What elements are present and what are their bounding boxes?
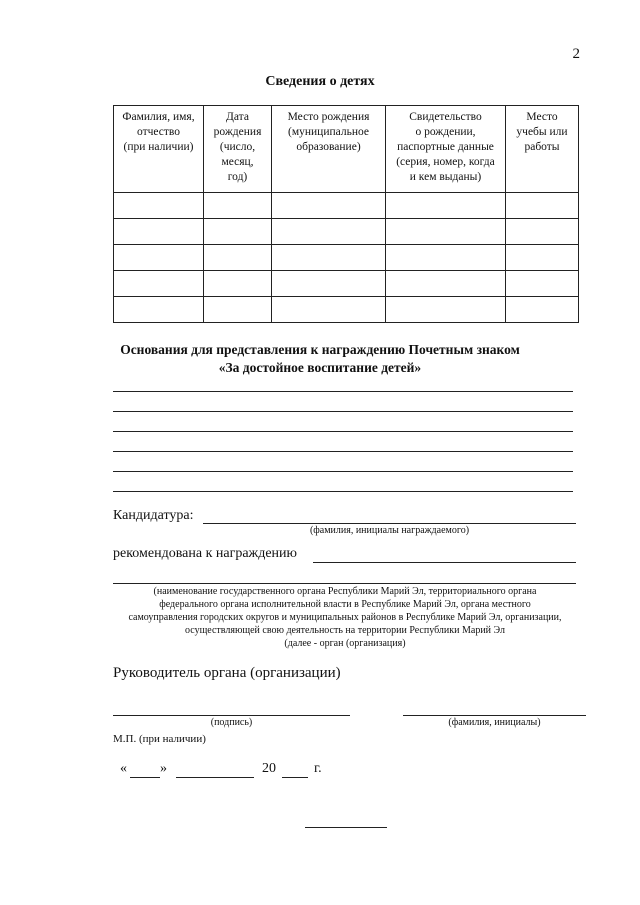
table-cell[interactable] xyxy=(506,193,579,219)
table-cell[interactable] xyxy=(386,219,506,245)
grounds-line[interactable] xyxy=(113,411,573,412)
date-year-field[interactable] xyxy=(282,777,308,778)
table-row xyxy=(114,245,579,271)
table-cell[interactable] xyxy=(386,297,506,323)
children-table xyxy=(113,105,579,323)
column-header-birth-place: Место рождения (муниципальное образование) xyxy=(272,106,386,193)
candidate-label: Кандидатура: xyxy=(113,508,194,523)
table-cell[interactable] xyxy=(114,271,204,297)
grounds-line[interactable] xyxy=(113,391,573,392)
table-cell[interactable] xyxy=(272,193,386,219)
table-cell[interactable] xyxy=(114,245,204,271)
table-cell[interactable] xyxy=(204,271,272,297)
table-cell[interactable] xyxy=(114,297,204,323)
grounds-line[interactable] xyxy=(113,471,573,472)
organization-caption-line: осуществляющей свою деятельность на территории Республики Марий Эл xyxy=(185,625,505,636)
organization-caption-line: самоуправления городских округов и муниципальных районов в Республике Марий Эл, организации, xyxy=(128,612,562,623)
recommended-label: рекомендована к награждению xyxy=(113,546,297,561)
organization-caption xyxy=(100,585,590,650)
page-number: 2 xyxy=(572,46,580,62)
grounds-line[interactable] xyxy=(113,451,573,452)
table-cell[interactable] xyxy=(114,193,204,219)
date-open-quote: « xyxy=(120,761,127,776)
recommended-field[interactable] xyxy=(313,562,576,563)
table-header-row xyxy=(114,106,579,193)
date-month-field[interactable] xyxy=(176,777,254,778)
table-cell[interactable] xyxy=(272,245,386,271)
grounds-heading-line1: Основания для представления к награждению Почетным знаком xyxy=(120,342,520,357)
organization-caption-line: (наименование государственного органа Республики Марий Эл, территориального органа xyxy=(153,586,537,597)
organization-field[interactable] xyxy=(113,583,576,584)
table-row xyxy=(114,219,579,245)
date-year-suffix: г. xyxy=(314,761,322,776)
grounds-line[interactable] xyxy=(113,431,573,432)
table-cell[interactable] xyxy=(386,193,506,219)
organization-caption-line: федерального органа исполнительной власти в Республике Марий Эл, органа местного xyxy=(159,599,531,610)
column-header-birth-date: Дата рождения (число, месяц, год) xyxy=(204,106,272,193)
column-header-study-work: Место учебы или работы xyxy=(506,106,579,193)
table-cell[interactable] xyxy=(114,219,204,245)
table-cell[interactable] xyxy=(506,271,579,297)
signature-caption: (подпись) xyxy=(210,717,253,728)
table-cell[interactable] xyxy=(506,245,579,271)
table-cell[interactable] xyxy=(204,193,272,219)
head-label: Руководитель органа (организации) xyxy=(113,665,341,681)
table-cell[interactable] xyxy=(204,219,272,245)
head-name-caption: (фамилия, инициалы) xyxy=(448,717,541,728)
children-section-title: Сведения о детях xyxy=(265,74,375,89)
table-cell[interactable] xyxy=(272,271,386,297)
candidate-caption: (фамилия, инициалы награждаемого) xyxy=(309,525,470,536)
table-cell[interactable] xyxy=(506,297,579,323)
table-row xyxy=(114,193,579,219)
table-cell[interactable] xyxy=(386,271,506,297)
date-century: 20 xyxy=(262,761,276,776)
table-row xyxy=(114,271,579,297)
table-cell[interactable] xyxy=(272,297,386,323)
table-cell[interactable] xyxy=(272,219,386,245)
column-header-documents: Свидетельство о рождении, паспортные данные (серия, номер, когда и кем выданы) xyxy=(386,106,506,193)
table-row xyxy=(114,297,579,323)
grounds-line[interactable] xyxy=(113,491,573,492)
stamp-label: М.П. (при наличии) xyxy=(113,733,206,745)
table-cell[interactable] xyxy=(204,297,272,323)
date-day-field[interactable] xyxy=(130,777,160,778)
table-cell[interactable] xyxy=(386,245,506,271)
table-cell[interactable] xyxy=(204,245,272,271)
date-close-quote: » xyxy=(160,761,167,776)
grounds-heading-line2: «За достойное воспитание детей» xyxy=(218,360,422,375)
table-cell[interactable] xyxy=(506,219,579,245)
column-header-name: Фамилия, имя, отчество (при наличии) xyxy=(114,106,204,193)
end-divider xyxy=(305,827,387,828)
organization-caption-line: (далее - орган (организация) xyxy=(284,638,406,649)
